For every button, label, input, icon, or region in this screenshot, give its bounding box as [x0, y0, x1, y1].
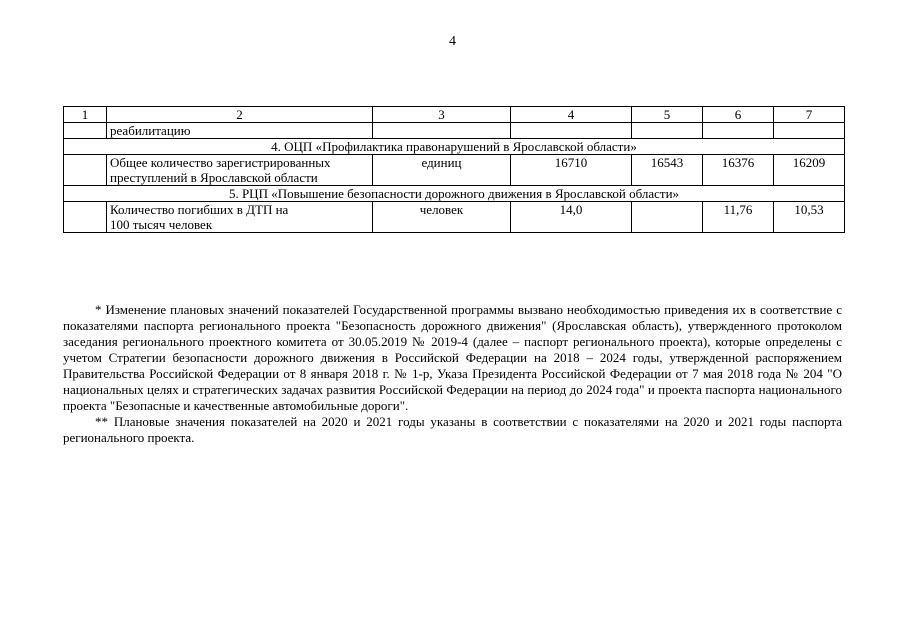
table-row	[64, 123, 845, 139]
indicator-text: Общее количество зарегистрированных преступлений в Ярославской области	[110, 155, 331, 185]
footnotes	[63, 302, 842, 446]
table-cell	[64, 155, 107, 186]
value-cell: 16209	[774, 155, 845, 186]
table-cell	[64, 123, 107, 139]
header-cell-3: 3	[373, 107, 511, 123]
value-cell: 14,0	[511, 202, 632, 233]
section-title-row	[64, 139, 845, 155]
indicator-cell	[107, 155, 373, 186]
header-cell-4: 4	[511, 107, 632, 123]
value-cell: 16543	[632, 155, 703, 186]
table-cell	[373, 123, 511, 139]
value-cell: 16710	[511, 155, 632, 186]
indicator-cell	[107, 202, 373, 233]
indicator-text: Количество погибших в ДТП на 100 тысяч человек	[110, 202, 289, 232]
table-row	[64, 202, 845, 233]
header-cell-7: 7	[774, 107, 845, 123]
indicators-table	[63, 106, 845, 233]
table-cell	[703, 123, 774, 139]
table-row	[64, 155, 845, 186]
table-cell	[511, 123, 632, 139]
indicator-cell: реабилитацию	[107, 123, 373, 139]
table-cell	[774, 123, 845, 139]
header-cell-5: 5	[632, 107, 703, 123]
footnote-1: * Изменение плановых значений показателей Государственной программы вызвано необходимостью приведения их в соответствие с показателями паспорта регионального проекта "Безопасность дорожного движения" (Ярославская область), утвержденного протоколом заседания регионального проектного комитета от 30.05.2019 № 2019-4 (далее – паспорт регионального проекта), которые определены с учетом Стратегии безопасности дорожного движения в Российской Федерации на 2018 – 2024 годы, утвержденной распоряжением Правительства Российской Федерации от 8 января 2018 г. № 1-р, Указа Президента Российской Федерации от 7 мая 2018 года № 204 "О национальных целях и стратегических задачах развития Российской Федерации на период до 2024 года" и проекта паспорта национального проекта "Безопасные и качественные автомобильные дороги".	[63, 302, 842, 413]
unit-cell: единиц	[373, 155, 511, 186]
section-5-title: 5. РЦП «Повышение безопасности дорожного движения в Ярославской области»	[64, 186, 845, 202]
header-cell-2: 2	[107, 107, 373, 123]
value-cell: 10,53	[774, 202, 845, 233]
section-title-row	[64, 186, 845, 202]
unit-cell: человек	[373, 202, 511, 233]
header-cell-6: 6	[703, 107, 774, 123]
table-cell	[632, 123, 703, 139]
section-4-title: 4. ОЦП «Профилактика правонарушений в Ярославской области»	[64, 139, 845, 155]
page-number: 4	[449, 34, 456, 49]
footnote-2: ** Плановые значения показателей на 2020 и 2021 годы указаны в соответствии с показателями на 2020 и 2021 годы паспорта регионального проекта.	[63, 414, 842, 445]
header-cell-1: 1	[64, 107, 107, 123]
value-cell: 16376	[703, 155, 774, 186]
table-header-row	[64, 107, 845, 123]
value-cell: 11,76	[703, 202, 774, 233]
table-cell	[64, 202, 107, 233]
value-cell	[632, 202, 703, 233]
